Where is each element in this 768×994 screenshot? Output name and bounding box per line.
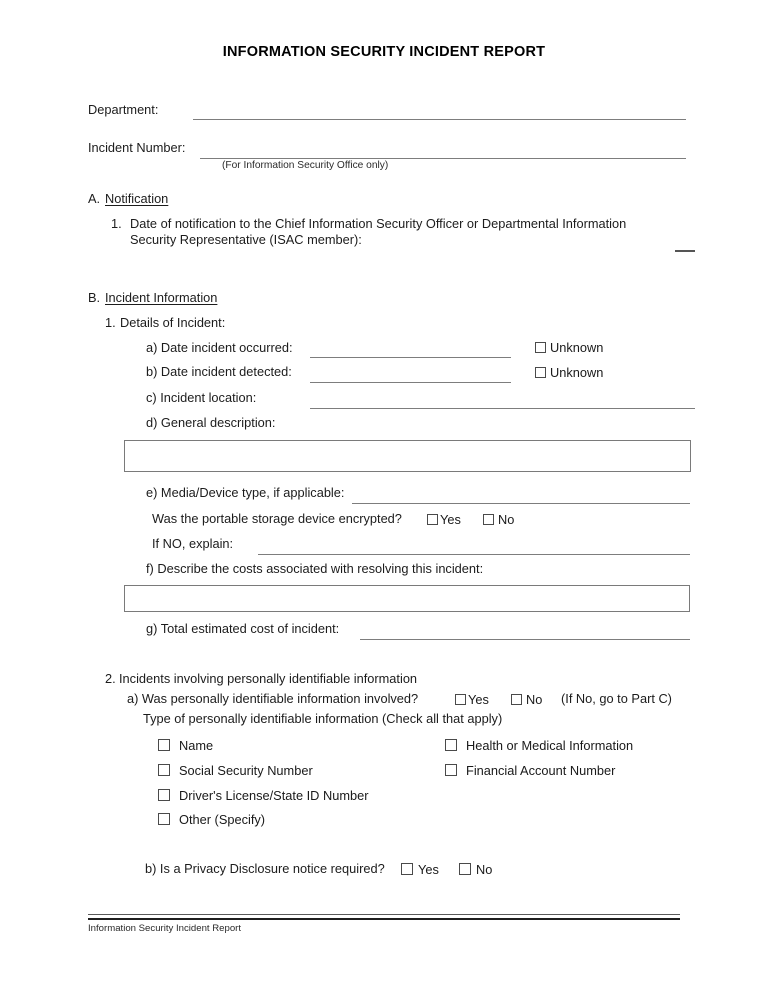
checkbox-pii-financial[interactable] (445, 764, 457, 776)
pii-option-other[interactable] (158, 811, 265, 829)
footer-divider-bottom (88, 918, 680, 920)
field-e-explain-input-line[interactable] (258, 554, 690, 555)
field-g-label: g) Total estimated cost of incident: (146, 621, 340, 636)
section-a-item1-number: 1. (111, 216, 122, 231)
field-privacy-label: b) Is a Privacy Disclosure notice required? (145, 861, 385, 876)
section-b-item2-number: 2. (105, 671, 116, 686)
field-a-label: a) Date incident occurred: (146, 340, 293, 355)
checkbox-a-unknown[interactable] (535, 342, 546, 353)
field-a-unknown-label: Unknown (550, 340, 604, 355)
pii-option-drivers-license[interactable] (158, 787, 369, 805)
checkbox-privacy-yes[interactable] (401, 863, 413, 875)
checkbox-e-no[interactable] (483, 514, 494, 525)
footer-label: Information Security Incident Report (88, 923, 242, 934)
checkbox-pii-yes[interactable] (455, 694, 466, 705)
field-g-input-line[interactable] (360, 639, 690, 640)
field-b-unknown-group[interactable] (535, 364, 603, 382)
pii-option-health-label: Health or Medical Information (466, 738, 634, 753)
incident-number-note: (For Information Security Office only) (222, 160, 389, 171)
section-a-notification-date-line[interactable] (675, 250, 695, 252)
section-b-heading: Incident Information (105, 290, 218, 305)
field-e-question: Was the portable storage device encrypted? (152, 511, 402, 526)
department-input-line[interactable] (193, 119, 686, 120)
field-f-costs-box[interactable] (124, 585, 690, 612)
field-pii-a-yes-label: Yes (468, 692, 489, 707)
section-a-marker: A. (88, 191, 101, 206)
field-d-description-box[interactable] (124, 440, 691, 472)
field-privacy-no-group[interactable] (459, 861, 492, 879)
department-label: Department: (88, 102, 159, 117)
pii-option-name-label: Name (179, 738, 214, 753)
incident-number-label: Incident Number: (88, 140, 186, 155)
pii-option-drivers-license-label: Driver's License/State ID Number (179, 788, 369, 803)
checkbox-privacy-no[interactable] (459, 863, 471, 875)
field-d-label: d) General description: (146, 415, 276, 430)
pii-option-health[interactable] (445, 737, 633, 755)
field-b-input-line[interactable] (310, 382, 511, 383)
section-b-item1-number: 1. (105, 315, 116, 330)
section-b-item2-title: Incidents involving personally identifiable information (119, 671, 418, 686)
field-privacy-no-label: No (476, 862, 493, 877)
field-e-explain-label: If NO, explain: (152, 536, 234, 551)
field-e-label: e) Media/Device type, if applicable: (146, 485, 345, 500)
field-pii-a-no-group[interactable] (511, 691, 542, 709)
field-e-no-group[interactable] (483, 511, 514, 529)
field-pii-a-yes-group[interactable] (455, 691, 489, 709)
field-a-input-line[interactable] (310, 357, 511, 358)
pii-option-ssn-label: Social Security Number (179, 763, 313, 778)
footer-divider-top (88, 914, 680, 915)
pii-type-instruction: Type of personally identifiable information (Check all that apply) (143, 711, 503, 726)
field-b-label: b) Date incident detected: (146, 364, 292, 379)
field-pii-a-note: (If No, go to Part C) (561, 691, 672, 706)
pii-option-financial[interactable] (445, 762, 615, 780)
checkbox-pii-other[interactable] (158, 813, 170, 825)
field-c-input-line[interactable] (310, 408, 695, 409)
checkbox-b-unknown[interactable] (535, 367, 546, 378)
pii-option-name[interactable] (158, 737, 213, 755)
field-b-unknown-label: Unknown (550, 365, 604, 380)
section-a-heading: Notification (105, 191, 169, 206)
checkbox-pii-name[interactable] (158, 739, 170, 751)
page-title: INFORMATION SECURITY INCIDENT REPORT (222, 44, 546, 60)
section-b-item1-title: Details of Incident: (120, 315, 226, 330)
field-c-label: c) Incident location: (146, 390, 257, 405)
checkbox-e-yes[interactable] (427, 514, 438, 525)
checkbox-pii-ssn[interactable] (158, 764, 170, 776)
checkbox-pii-health[interactable] (445, 739, 457, 751)
field-f-label: f) Describe the costs associated with resolving this incident: (146, 561, 484, 576)
field-pii-a-label: a) Was personally identifiable information involved? (127, 691, 419, 706)
pii-option-other-label: Other (Specify) (179, 812, 266, 827)
incident-number-input-line[interactable] (200, 158, 686, 159)
section-b-marker: B. (88, 290, 101, 305)
field-e-yes-label: Yes (440, 512, 461, 527)
field-e-no-label: No (498, 512, 515, 527)
field-e-input-line[interactable] (352, 503, 690, 504)
section-a-item1-line2: Security Representative (ISAC member): (130, 232, 362, 247)
field-a-unknown-group[interactable] (535, 339, 603, 357)
field-e-yes-group[interactable] (427, 511, 461, 529)
field-privacy-yes-label: Yes (418, 862, 439, 877)
pii-option-ssn[interactable] (158, 762, 313, 780)
section-a-item1-line1: Date of notification to the Chief Information Security Officer or Departmental Information (130, 216, 627, 231)
field-pii-a-no-label: No (526, 692, 543, 707)
field-privacy-yes-group[interactable] (401, 861, 439, 879)
checkbox-pii-no[interactable] (511, 694, 522, 705)
checkbox-pii-drivers-license[interactable] (158, 789, 170, 801)
pii-option-financial-label: Financial Account Number (466, 763, 616, 778)
